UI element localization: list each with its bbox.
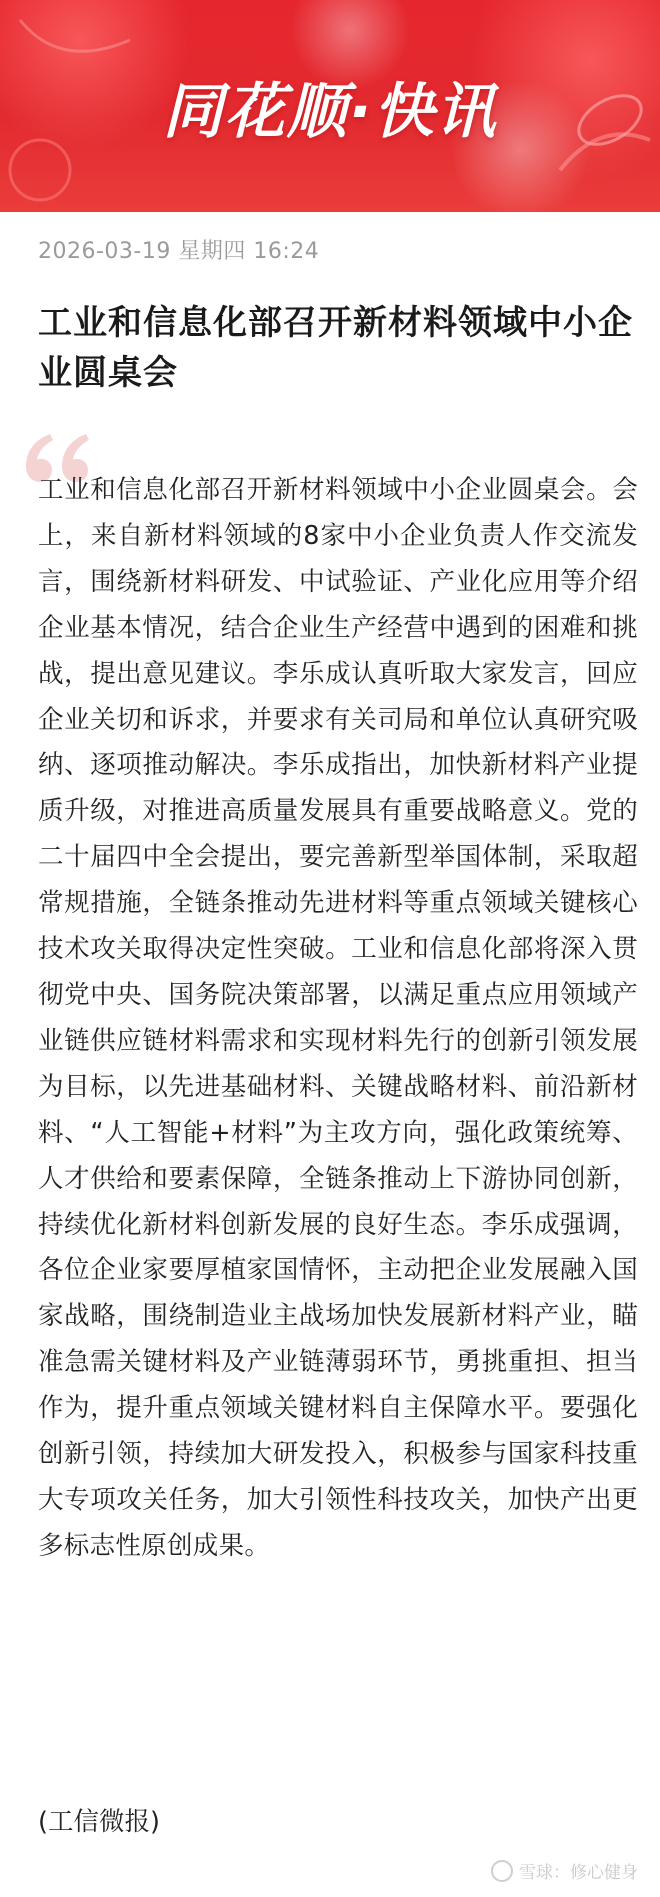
article-headline: 工业和信息化部召开新材料领域中小企业圆桌会 <box>38 303 633 393</box>
article-source: (工信微报) <box>38 1807 160 1837</box>
header-banner <box>0 0 660 212</box>
snowball-logo-icon <box>491 1860 513 1882</box>
publish-datetime: 2026-03-19 星期四 16:24 <box>38 239 320 264</box>
banner-title: 同花顺·快讯 <box>162 77 498 147</box>
article-body: 工业和信息化部召开新材料领域中小企业圆桌会。会上，来自新材料领域的8家中小企业负责人作交流发言，围绕新材料研发、中试验证、产业化应用等介绍企业基本情况，结合企业生产经营中遇到的困难和挑战，提出意见建议。李乐成认真听取大家发言，回应企业关切和诉求，并要求有关司局和单位认真研究吸纳、逐项推动解决。李乐成指出，加快新材料产业提质升级，对推进高质量发展具有重要战略意义。党的二十届四中全会提出，要完善新型举国体制，采取超常规措施，全链条推动先进材料等重点领域关键核心技术攻关取得决定性突破。工业和信息化部将深入贯彻党中央、国务院决策部署，以满足重点应用领域产业链供应链材料需求和实现材料先行的创新引领发展为目标，以先进基础材料、关键战略材料、前沿新材料、“人工智能+材料”为主攻方向，强化政策统筹、人才供给和要素保障，全链条推动上下游协同创新，持续优化新材料创新发展的良好生态。李乐成强调，各位企业家要厚植家国情怀，主动把企业发展融入国家战略，围绕制造业主战场加快发展新材料产业，瞄准急需关键材料及产业链薄弱环节，勇挑重担、担当作为，提升重点领域关键材料自主保障水平。要强化创新引领，持续加大研发投入，积极参与国家科技重大专项攻关任务，加大引领性科技攻关，加快产出更多标志性原创成果。 <box>38 475 638 1561</box>
watermark-text: 雪球：修心健身 <box>519 1863 638 1883</box>
watermark <box>491 1858 638 1883</box>
